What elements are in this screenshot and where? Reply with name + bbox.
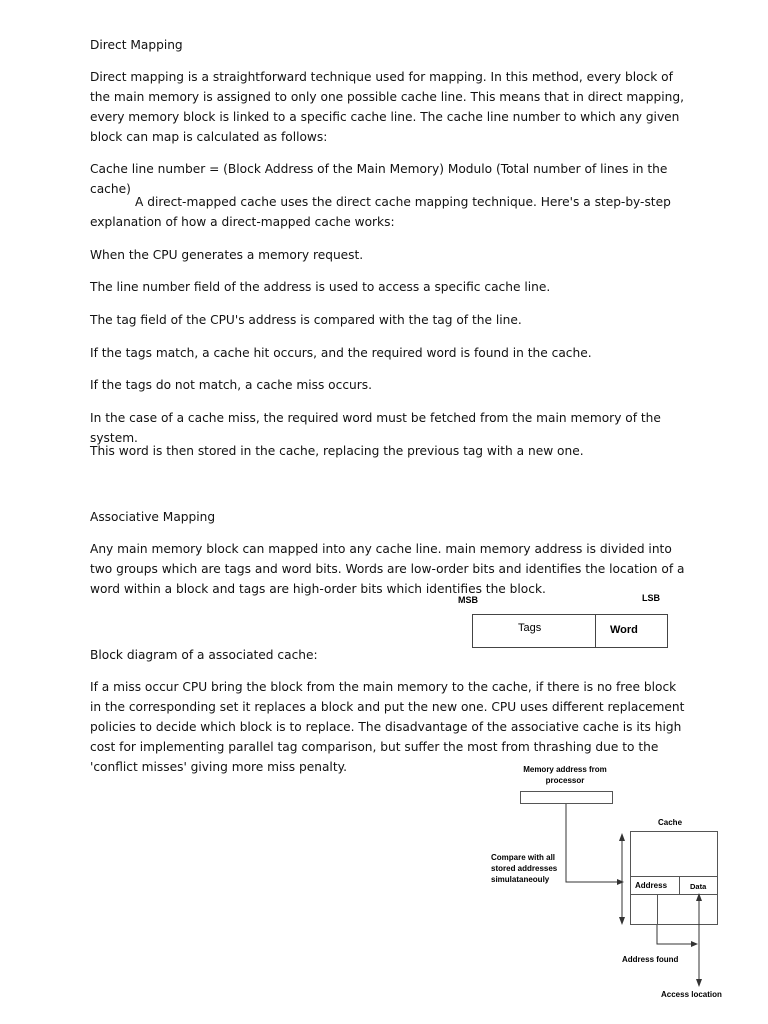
address-to-cache-line xyxy=(566,804,618,882)
direct-mapping-intro: Direct mapping is a straightforward technique used for mapping. In this method, every block of the main memory is assigned to only one possible cache line. This means that in direct mapping, every memory block is linked to a specific cache line. The cache line number to which any given block can map is calculated as follows: xyxy=(90,70,684,144)
block-diagram-label: Block diagram of a associated cache: xyxy=(90,648,318,662)
access-arrow-down xyxy=(696,979,702,987)
address-found-line xyxy=(657,925,692,944)
direct-step-3: The tag field of the CPU's address is compared with the tag of the line. xyxy=(90,313,522,327)
direct-step-6: In the case of a cache miss, the required word must be fetched from the main memory of the system. xyxy=(90,411,661,445)
tags-field: Tags xyxy=(518,622,542,634)
lsb-label: LSB xyxy=(642,593,660,603)
compare-arrow-down xyxy=(619,917,625,925)
access-arrow-up xyxy=(696,893,702,901)
compare-arrow-up xyxy=(619,833,625,841)
direct-mapping-formula: Cache line number = (Block Address of the Main Memory) Modulo (Total number of lines in the cache) xyxy=(90,162,668,196)
direct-step-7: This word is then stored in the cache, replacing the previous tag with a new one. xyxy=(90,444,584,458)
access-location-label: Access location xyxy=(661,990,722,999)
direct-step-4: If the tags match, a cache hit occurs, and the required word is found in the cache. xyxy=(90,346,592,360)
address-found-arrow-head xyxy=(691,941,698,947)
direct-mapping-steps-intro: A direct-mapped cache uses the direct cache mapping technique. Here's a step-by-step explanation of how a direct-mapped cache works: xyxy=(90,195,671,229)
compare-label: Compare with all stored addresses simulataneouly xyxy=(491,853,558,884)
direct-step-2: The line number field of the address is used to access a specific cache line. xyxy=(90,280,551,294)
direct-step-1: When the CPU generates a memory request. xyxy=(90,248,364,262)
msb-label: MSB xyxy=(458,595,478,605)
address-arrow-head xyxy=(617,879,624,885)
cache-label: Cache xyxy=(658,818,683,827)
direct-step-5: If the tags do not match, a cache miss occurs. xyxy=(90,378,372,392)
miss-explanation: If a miss occur CPU bring the block from the main memory to the cache, if there is no free block in the corresponding set it replaces a block and put the new one. CPU uses different replacement policies to decide which block is to replace. The disadvantage of the associative cache is its high cost for implementing parallel tag comparison, but suffer the most from thrashing due to the 'conflict misses' giving more miss penalty. xyxy=(90,680,685,774)
associative-mapping-heading: Associative Mapping xyxy=(90,510,216,524)
address-found-label: Address found xyxy=(622,955,679,964)
address-cell: Address xyxy=(635,881,668,890)
direct-mapping-heading: Direct Mapping xyxy=(90,38,183,52)
data-cell: Data xyxy=(690,882,707,891)
memory-address-label: Memory address from processor xyxy=(523,765,607,785)
associative-mapping-intro: Any main memory block can mapped into any cache line. main memory address is divided into two groups which are tags and word bits. Words are low-order bits and identifies the location of a word within a block and tags are high-order bits which identifies the block. xyxy=(90,542,685,596)
word-field: Word xyxy=(610,624,638,636)
